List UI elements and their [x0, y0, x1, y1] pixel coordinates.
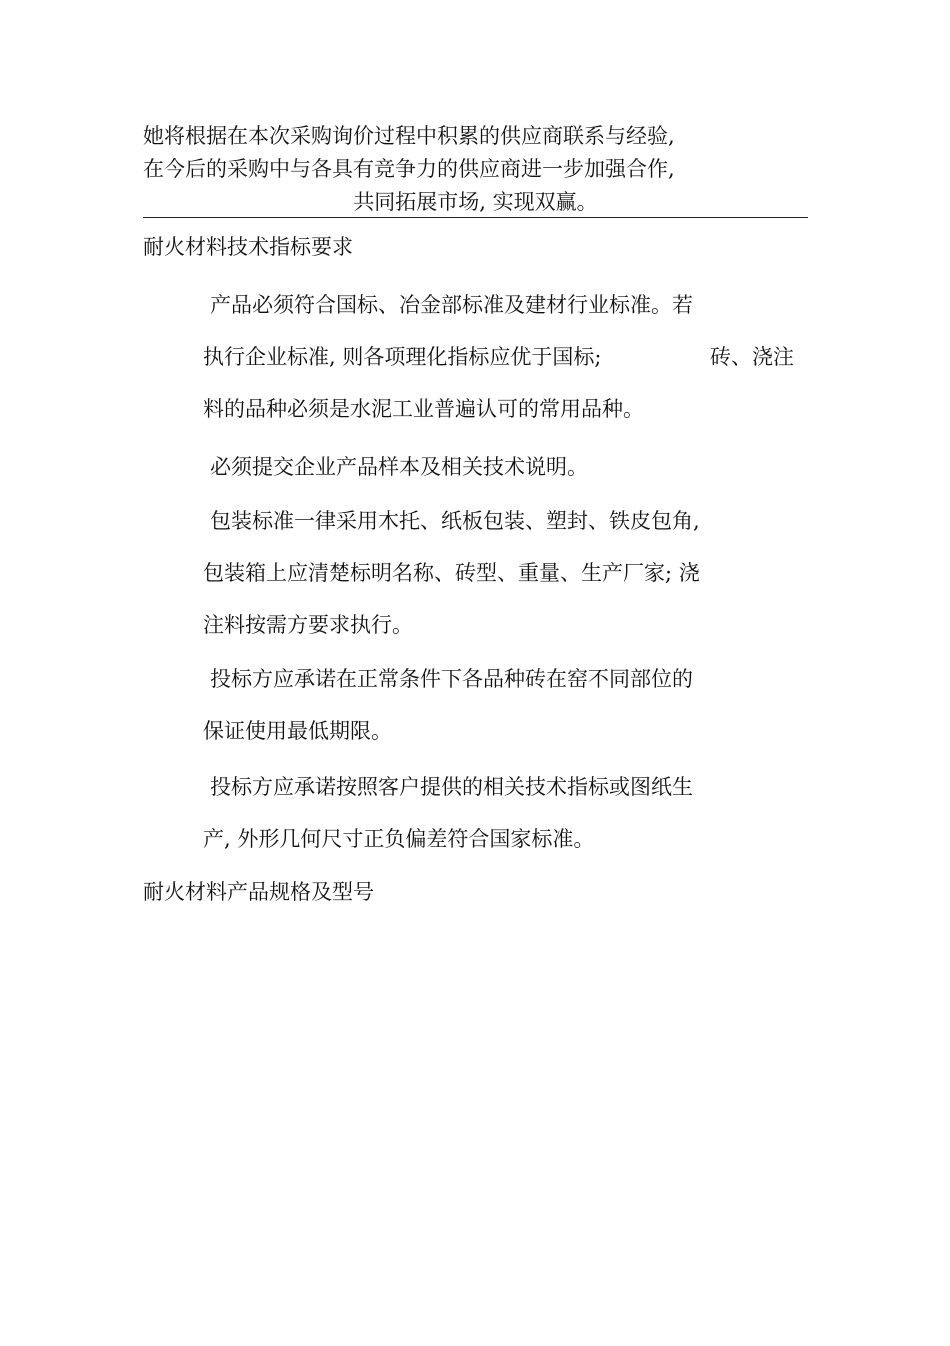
section-heading-technical-requirements: 耐火材料技术指标要求 — [143, 235, 353, 259]
requirement-line: 必须提交企业产品样本及相关技术说明。 — [210, 455, 588, 479]
intro-line-3: 共同拓展市场, 实现双赢。 — [353, 190, 598, 214]
intro-line-2: 在今后的采购中与各具有竞争力的供应商进一步加强合作, — [143, 157, 675, 181]
requirement-line: 包装箱上应清楚标明名称、砖型、重量、生产厂家; 浇 — [203, 561, 700, 585]
intro-line-1: 她将根据在本次采购询价过程中积累的供应商联系与经验, — [143, 124, 675, 148]
requirement-line: 注料按需方要求执行。 — [203, 613, 413, 637]
horizontal-rule — [143, 217, 808, 218]
section-heading-specifications: 耐火材料产品规格及型号 — [143, 880, 374, 904]
requirement-line: 保证使用最低期限。 — [203, 719, 392, 743]
requirement-line: 产品必须符合国标、冶金部标准及建材行业标准。若 — [210, 293, 693, 317]
requirement-line: 包装标准一律采用木托、纸板包装、塑封、铁皮包角, — [210, 509, 700, 533]
requirement-line: 投标方应承诺在正常条件下各品种砖在窑不同部位的 — [210, 667, 693, 691]
requirement-line: 砖、浇注 — [710, 345, 794, 369]
requirement-line: 产, 外形几何尺寸正负偏差符合国家标准。 — [203, 827, 595, 851]
requirement-line: 执行企业标准, 则各项理化指标应优于国标; — [203, 345, 602, 369]
intro-paragraph — [143, 120, 808, 219]
requirement-line: 料的品种必须是水泥工业普遍认可的常用品种。 — [203, 397, 644, 421]
requirement-line: 投标方应承诺按照客户提供的相关技术指标或图纸生 — [210, 775, 693, 799]
